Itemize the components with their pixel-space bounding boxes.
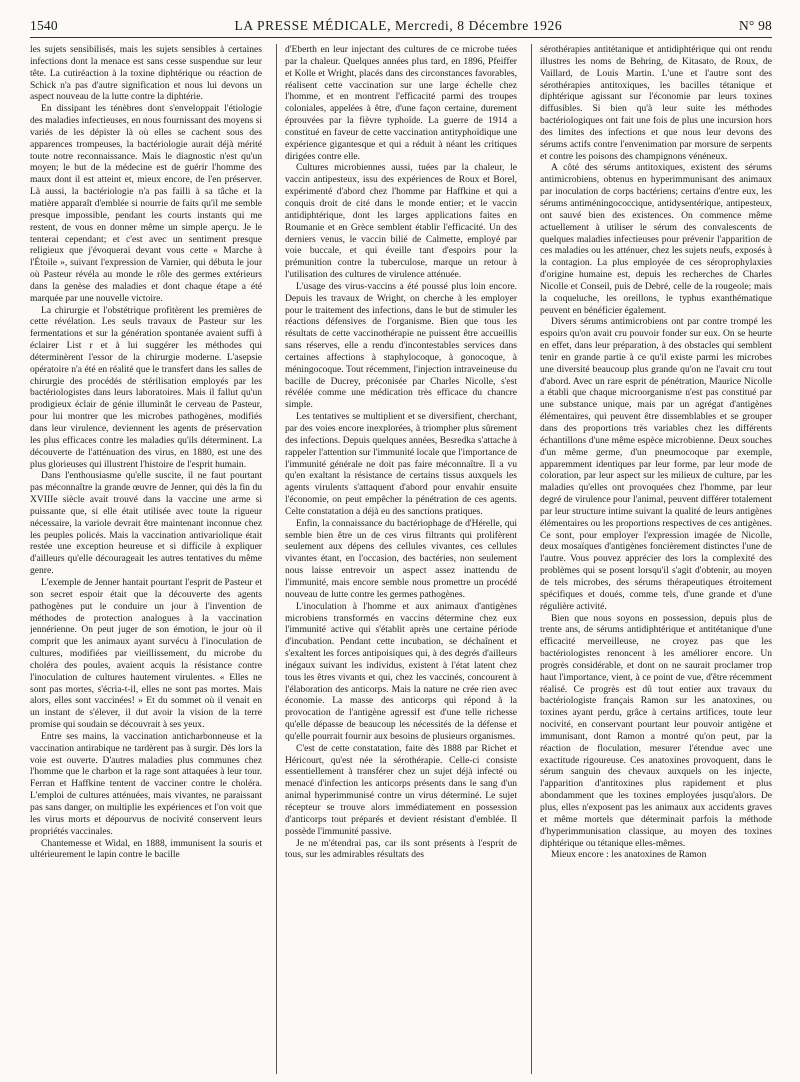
paragraph: Cultures microbiennes aussi, tuées par la chaleur, le vaccin antipesteux, issu des expériences de Roux et Borel, expérimenté d'abord chez l'homme par Haffkine et qui a conquis droit de cité dans le monde entier; et le vaccin antidiphtérique, dont les larges applications faites en Roumanie et en Grèce semblent établir l'efficacité. Un des derniers venus, le vaccin bilié de Calmette, employé par voie buccale, et qui éveille tant d'espoirs pour la prémunition contre la tuberculose, marque un retour à l'utilisation des cultures de virulence atténuée. bbox=[285, 162, 517, 281]
paragraph: Enfin, la connaissance du bactériophage de d'Hérelle, qui semble bien être un de ces virus filtrants qui prolifèrent seulement aux dépens des cellules vivantes, ces cellules vivantes étant, en l'occasion, des bactéries, non seulement nous laisse entrevoir un aspect assez inattendu de l'immunité, mais encore semble nous promettre un procédé nouveau de lutte contre les germes pathogènes. bbox=[285, 517, 517, 600]
paragraph: L'exemple de Jenner hantait pourtant l'esprit de Pasteur et son secret espoir était que la découverte des agents pathogènes put le conduire un jour à l'invention de méthodes de protection analogues à la vaccination jennérienne. On peut juger de son émotion, le jour où il comprit que les animaux ayant survécu à l'inoculation de cultures, modifiées par vieillissement, du microbe du choléra des poules, avaient acquis la résistance contre l'inoculation de cultures hautement virulentes. « Elles ne sont pas mortes, s'écria-t-il, elles ne sont pas mortes. Mais alors, elles sont vaccinées! » Et du sommet où il venait en un instant de s'élever, il dut avoir la vision de la terre promise qui soudain se découvrait à ses yeux. bbox=[30, 576, 262, 731]
paragraph: Bien que nous soyons en possession, depuis plus de trente ans, de sérums antidiphtérique et antitétanique d'une efficacité merveilleuse, ne croyez pas que les bactériologistes renoncent à les améliorer encore. Un progrès considérable, et dont on ne saurait proclamer trop haut l'importance, vient, à ce point de vue, d'être récemment réalisé. Ce progrès est dû tout entier aux travaux du bactériologiste français Ramon sur les anatoxines, ou toxines ayant perdu, grâce à certains artifices, toute leur nocivité, en conservant pourtant leur pouvoir antigène et immunisant, dont Ramon a montré qu'on peut, par la réaction de floculation, mesurer l'étendue avec une exactitude rigoureuse. Ces anatoxines provoquent, dans le sérum sanguin des chevaux auxquels on les injecte, l'apparition d'antitoxines plus rapidement et plus abondamment que les toxines employées jusqu'alors. De plus, elles n'exposent pas les animaux aux accidents graves et même mortels que déterminait parfois la méthode d'hyperimmunisation classique, au moyen des toxines diphtérique ou tétanique elles-mêmes. bbox=[540, 612, 772, 849]
page-header bbox=[30, 18, 772, 38]
paragraph: Mieux encore : les anatoxines de Ramon bbox=[551, 849, 707, 861]
paragraph: L'usage des virus-vaccins a été poussé plus loin encore. Depuis les travaux de Wright, on cherche à les employer pour le traitement des infections, dans le but de stimuler les réactions défensives de l'organisme. Bien que tous les résultats de cette vaccinothérapie ne puissent être accueillis sans réserves, elle a rendu d'incontestables services dans certaines affections à staphylocoque, à gonocoque, à méningocoque. Tout récemment, l'injection intraveineuse du bacille de Ducrey, préconisée par Charles Nicolle, s'est révélée comme une médication très efficace du chancre simple. bbox=[285, 280, 517, 411]
page-number: 1540 bbox=[30, 18, 58, 33]
paragraph: Chantemesse et Widal, en 1888, immunisent la souris et ultérieurement le lapin contre le bacille bbox=[30, 837, 262, 861]
column-left bbox=[30, 44, 262, 1074]
paragraph: Je ne m'étendrai pas, car ils sont présents à l'esprit de tous, sur les admirables résultats des bbox=[285, 837, 517, 861]
paragraph: les sujets sensibilisés, mais les sujets sensibles à certaines infections dont la menace est sans cesse suspendue sur leur tête. La cutiréaction à la toxine diphtérique ou réaction de Schick n'a pas d'autre signification et nous lui devons un aspect nouveau de la lutte contre la diphtérie. bbox=[30, 44, 262, 103]
column-right bbox=[531, 44, 772, 1074]
issue-number: N° 98 bbox=[738, 18, 772, 33]
text-columns bbox=[30, 44, 772, 1074]
paragraph: Les tentatives se multiplient et se diversifient, cherchant, par des voies encore inexplorées, à triompher plus sûrement des infections. Depuis quelques années, Besredka s'attache à rappeler l'attention sur l'immunité locale que l'importance de l'immunité générale ne doit pas faire méconnaître. Il a vu qu'en exaltant la résistance de certains tissus auxquels les agents virulents s'attaquent d'abord pour envahir ensuite l'économie, on peut empêcher la pénétration de ces agents. Celte constatation a déjà eu des sanctions pratiques. bbox=[285, 411, 517, 517]
paragraph: sérothérapies antitétanique et antidiphtérique qui ont rendu illustres les noms de Behring, de Kitasato, de Roux, de Vaillard, de Louis Martin. L'une et l'autre sont des sérothérapies antitoxiques, les bacilles tétanique et diphtérique agissant sur l'économie par leurs toxines diffusibles. Si bien qu'à leur suite les méthodes bactériologiques ont fait une fois de plus une incursion hors des limites des infections et que nous leur devons des sérums actifs contre l'envenimation par morsure de serpents et contre les poisons des champignons vénéneux. bbox=[540, 44, 772, 162]
paragraph: En dissipant les ténèbres dont s'enveloppait l'étiologie des maladies infectieuses, en nous fournissant des moyens si variés de les dépister là où elles se cachent sous des apparences trompeuses, la bactériologie aurait déjà mérité toute notre reconnaissance. Mais le diagnostic n'est qu'un moyen; le but de la médecine est de guérir l'homme des maux dont il est atteint et, mieux encore, de l'en préserver. Là aussi, la bactériologie n'a pas failli à sa tâche et la matière apparaît d'emblée si nourrie de faits qu'il me semble presque impossible, pendant les courts instants qui me restent, de vous en donner même un simple aperçu. Je le tenterai cependant; et c'est avec un sentiment presque religieux que j'évoquerai devant vous cette « Marche à l'Étoile », suivant l'expression de Varnier, qui débuta le jour où Pasteur révéla au monde le rôle des germes extérieurs dans la genèse des maladies et dont chaque étape a été marquée par une nouvelle victoire. bbox=[30, 103, 262, 304]
paragraph: Dans l'enthousiasme qu'elle suscite, il ne faut pourtant pas méconnaître la grande œuvre de Jenner, qui dès la fin du XVIIIe siècle avait trouvé dans la vaccine une arme si puissante que, si elle était utilisée avec toute la rigueur nécessaire, la variole devrait être maintenant inconnue chez les peuples policés. Mais la vaccination antivariolique était restée une exception heureuse et si difficile à expliquer d'ailleurs qu'elle décourageait les autres tentatives du même genre. bbox=[30, 470, 262, 577]
paragraph: Divers sérums antimicrobiens ont par contre trompé les espoirs qu'on avait cru pouvoir fonder sur eux. On se heurte en effet, dans leur préparation, à des obstacles qui semblent tenir en grande partie à ce qu'il existe parmi les microbes une diversité beaucoup plus grande qu'on ne l'avait cru tout d'abord. Avec un rare esprit de pénétration, Maurice Nicolle a établi que chaque microorganisme n'est pas constitué par une substance unique, mais par un agrégat d'antigènes élémentaires, qui peuvent être dissemblables et se grouper dans des proportions très variables chez les différents échantillons d'une même espèce microbienne. Deux souches d'un même germe, d'un pneumocoque par exemple, apparemment identiques par leur forme, par leur mode de coloration, par leur aspect sur les milieux de culture, par les maladies qu'elles ont provoquées chez l'homme, par leur degré de virulence pour l'animal, peuvent différer totalement par leur structure intime suivant la qualité de leurs antigènes élémentaires ou les proportions respectives de ces antigènes. Ce sont, pour employer l'expression imagée de Nicolle, deux mosaïques d'antigènes foncièrement distinctes l'une de l'autre. Vous pouvez apprécier des lors la complexité des problèmes qui se posent lorsqu'il s'agit d'obtenir, au moyen de tels microbes, des sérums thérapeutiques étroitement spécifiques et doués, comme tels, d'une grande et d'une régulière activité. bbox=[540, 316, 772, 612]
paragraph: C'est de cette constatation, faite dès 1888 par Richet et Héricourt, qu'est née la sérothérapie. Celle-ci consiste essentiellement à transférer chez un sujet déjà infecté ou menacé d'infection les anticorps présents dans le sang d'un animal hyperimmunisé contre un virus déterminé. Le sujet récepteur se trouve alors immédiatement en possession d'anticorps tout préparés et devient résistant d'emblée. Il possède l'immunité passive. bbox=[285, 742, 517, 837]
paragraph: d'Eberth en leur injectant des cultures de ce microbe tuées par la chaleur. Quelques années plus tard, en 1896, Pfeiffer et Kolle et Wright, placés dans des circonstances favorables, réalisent cette vaccination sur une large échelle chez l'homme, et en montrent l'efficacité parmi des troupes coloniales, appelées à être, d'une façon certaine, durement éprouvées par la fièvre typhoïde. La guerre de 1914 a constitué en faveur de cette vaccination antityphoïdique une expérience gigantesque et qui a réduit à néant les critiques dirigées contre elle. bbox=[285, 44, 517, 162]
paragraph: A côté des sérums antitoxiques, existent des sérums antimicrobiens, obtenus en hyperimmunisant des animaux par inoculation de corps bactériens; certains d'entre eux, les sérums antiméningococcique, antidysentérique, antipesteux, ont sauvé bien des existences. On commence même actuellement à utiliser le sérum des convalescents de quelques maladies infectieuses pour prévenir l'apparition de ces maladies ou les atténuer, chez les sujets neufs, exposés à la contagion. La plus employée de ces séroprophylaxies d'origine humaine est, depuis les recherches de Charles Nicolle et Conseil, puis de Debré, celle de la rougeole; mais la coqueluche, les oreillons, le typhus exanthématique peuvent en bénéficier également. bbox=[540, 162, 772, 316]
running-title: LA PRESSE MÉDICALE, Mercredi, 8 Décembre 1926 bbox=[234, 18, 563, 33]
paragraph: La chirurgie et l'obstétrique profitèrent les premières de cette révélation. Les seuls travaux de Pasteur sur les fermentations et sur la génération spontanée avaient suffi à éclairer List r et à lui suggérer les méthodes qui déterminèrent l'essor de la chirurgie moderne. L'asepsie opératoire n'a été en réalité que le transfert dans les salles de chirurgie des procédés de stérilisation employés par les bactériologistes dans leurs laboratoires. Mais il fallut qu'un prodigieux éclair de génie illuminât le cerveau de Pasteur, pour lui montrer que les microbes pathogènes, modifiés dans leur virulence, deviennent les agents de préservation les plus efficaces contre les maladies qu'ils déterminent. La découverte de l'atténuation des virus, en 1880, est une des plus glorieuses qui illustrent l'histoire de l'esprit humain. bbox=[30, 304, 262, 470]
paragraph: Entre ses mains, la vaccination anticharbonneuse et la vaccination antirabique ne tardèrent pas à surgir. Dès lors la voie est ouverte. D'autres maladies plus communes chez l'homme que le charbon et la rage sont attaquées à leur tour. Ferran et Haffkine tentent de vacciner contre le choléra. L'emploi de cultures atténuées, mais vivantes, ne paraissant pas sans danger, on multiplie les expériences et l'on voit que les virus morts et dépourvus de nocivité conservent leurs propriétés vaccinales. bbox=[30, 730, 262, 837]
column-middle bbox=[276, 44, 517, 1074]
paragraph: L'inoculation à l'homme et aux animaux d'antigènes microbiens transformés en vaccins détermine chez eux l'immunité active qui s'établit après une certaine période d'incubation. Pendant cette incubation, se déchaînent et s'exaltent les forces antipoisiques qui, à des degrés d'ailleurs inégaux suivant les individus, existent à l'état latent chez tous les êtres vivants et qui, chez les vaccinés, concourent à l'élaboration des anticorps. Mais la nature ne crée rien avec économie. La masse des anticorps qui répond à la provocation de l'antigène agressif est d'une telle richesse qu'elle dépasse de beaucoup les nécessités de la défense et qu'elle pourrait fournir aux besoins de plusieurs organismes. bbox=[285, 600, 517, 742]
